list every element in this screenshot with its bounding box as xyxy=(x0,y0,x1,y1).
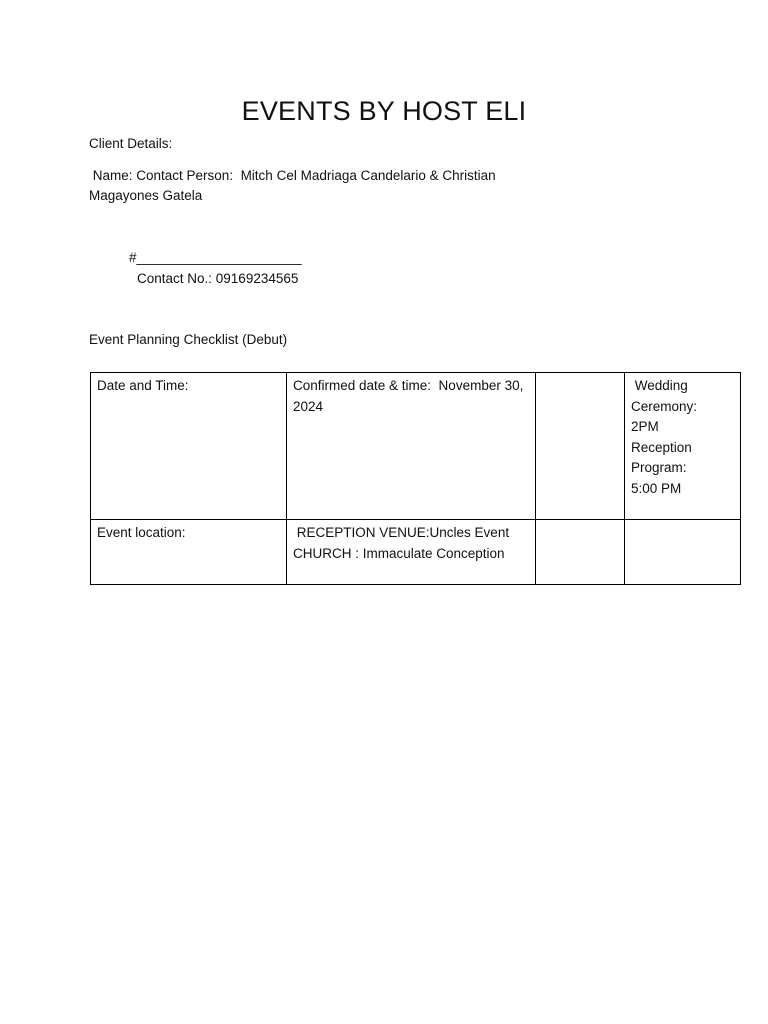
row-extra-location xyxy=(536,520,625,585)
row-detail-date-time: Confirmed date & time: November 30, 2024 xyxy=(287,373,536,520)
table-row xyxy=(91,520,741,585)
document-title: EVENTS BY HOST ELI xyxy=(241,96,527,126)
client-details-label: Client Details: xyxy=(89,136,173,151)
number-blank-line: #______________________ xyxy=(129,250,302,265)
row-detail-location: RECEPTION VENUE:Uncles Event CHURCH : Immaculate Conception xyxy=(287,520,536,585)
checklist-title: Event Planning Checklist (Debut) xyxy=(89,332,288,347)
contact-number: Contact No.: 09169234565 xyxy=(137,271,299,286)
row-label-location: Event location: xyxy=(91,520,287,585)
table-row xyxy=(91,373,741,520)
row-notes-location xyxy=(625,520,741,585)
row-notes-date-time: Wedding Ceremony: 2PM Reception Program: 5:00 PM xyxy=(625,373,741,520)
row-extra-date-time xyxy=(536,373,625,520)
contact-name-line-2: Magayones Gatela xyxy=(89,188,203,203)
row-label-date-time: Date and Time: xyxy=(91,373,287,520)
contact-name-line-1: Name: Contact Person: Mitch Cel Madriaga Candelario & Christian xyxy=(89,168,496,183)
event-checklist-table xyxy=(90,372,741,585)
